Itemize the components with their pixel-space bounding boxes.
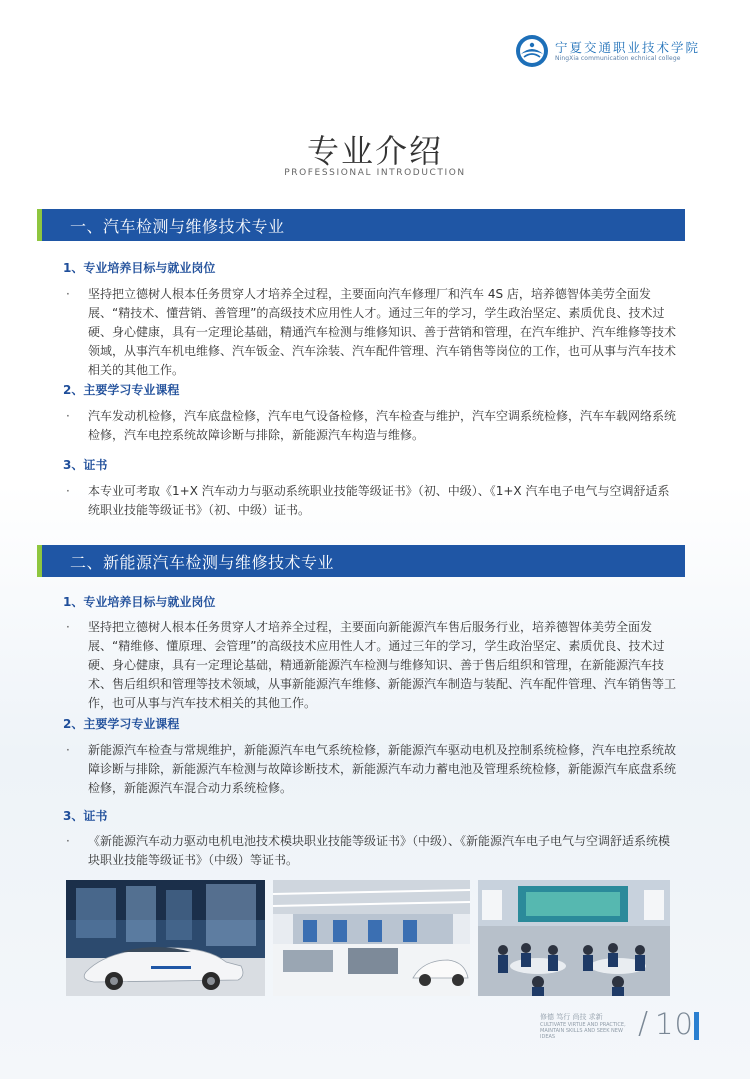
- paragraph-text: 新能源汽车检查与常规维护，新能源汽车电气系统检修，新能源汽车驱动电机及控制系统检修，汽车电控系统故障诊断与排除，新能源汽车检测与故障诊断技术，新能源汽车动力蓄电池及管理系统检修，新能源汽车底盘系统检修，新能源汽车混合动力系统检修。: [88, 743, 677, 795]
- paragraph: [66, 407, 676, 445]
- footer-slash: /: [638, 1006, 649, 1041]
- subsection-title: 3、证书: [63, 809, 108, 823]
- paragraph: [66, 482, 676, 520]
- college-name-cn: 宁夏交通职业技术学院: [554, 39, 700, 55]
- paragraph-text: 坚持把立德树人根本任务贯穿人才培养全过程，主要面向汽车修理厂和汽车 4S 店，培养德智体美劳全面发展、“精技术、懂营销、善管理”的高级技术应用性人才。通过三年的学习，学生政治坚定、素质优良、技术过硬、身心健康，具有一定理论基础，精通汽车检测与维修知识、善于营销和管理，在汽车维护、汽车维修等技术领域，从事汽车机电维修、汽车钣金、汽车涂装、汽车配件管理、汽车销售等岗位的工作，也可从事与汽车技术相关的其他工作。: [88, 287, 677, 377]
- paragraph: [66, 285, 676, 380]
- bullet: ·: [66, 620, 70, 634]
- paragraph-text: 汽车发动机检修，汽车底盘检修，汽车电气设备检修，汽车检查与维护，汽车空调系统检修，汽车车载网络系统检修，汽车电控系统故障诊断与排除，新能源汽车构造与维修。: [88, 409, 677, 442]
- page-footer: [540, 1006, 710, 1042]
- footer-motto-en: CULTIVATE VIRTUE AND PRACTICE, MAINTAIN SKILLS AND SEEK NEW IDEAS: [540, 1022, 626, 1040]
- section-header-new-energy: [37, 545, 685, 577]
- bullet: ·: [66, 834, 70, 848]
- subsection-title: 1、专业培养目标与就业岗位: [63, 595, 216, 609]
- paragraph: [66, 741, 676, 798]
- footer-motto: [540, 1013, 635, 1040]
- college-name-en: NingXia communication echnical college: [554, 54, 681, 62]
- paragraph: [66, 618, 676, 713]
- paragraph-text: 《新能源汽车动力驱动电机电池技术模块职业技能等级证书》（中级）、《新能源汽车电子电气与空调舒适系统模块职业技能等级证书》（中级）等证书。: [88, 834, 671, 867]
- section-header-auto-repair: [37, 209, 685, 241]
- bullet: ·: [66, 409, 70, 423]
- footer-motto-cn: 修德 笃行 尚技 求新: [540, 1013, 603, 1021]
- section-heading: 二、新能源汽车检测与维修技术专业: [70, 552, 335, 572]
- paragraph: [66, 832, 676, 870]
- workshop-image: [273, 880, 470, 996]
- subsection-title: 2、主要学习专业课程: [63, 717, 180, 731]
- paragraph-text: 本专业可考取《1+X 汽车动力与驱动系统职业技能等级证书》（初、中级）、《1+X 汽车电子电气与空调舒适系统职业技能等级证书》（初、中级）证书。: [88, 484, 670, 517]
- photo-showroom-car: [66, 880, 265, 996]
- college-logo: [515, 34, 700, 68]
- section-heading: 一、汽车检测与维修技术专业: [70, 216, 285, 236]
- showroom-car-image: [66, 880, 265, 996]
- page-subtitle-en: PROFESSIONAL INTRODUCTION: [284, 168, 466, 178]
- page-title: 专业介绍: [306, 132, 443, 170]
- photo-classroom: [478, 880, 670, 996]
- page-number: 10: [655, 1007, 694, 1041]
- bullet: ·: [66, 287, 70, 301]
- college-emblem-icon: [515, 34, 549, 68]
- bullet: ·: [66, 484, 70, 498]
- paragraph-text: 坚持把立德树人根本任务贯穿人才培养全过程，主要面向新能源汽车售后服务行业，培养德智体美劳全面发展、“精维修、懂原理、会管理”的高级技术应用性人才。通过三年的学习，学生政治坚定、素质优良、技术过硬、身心健康，具有一定理论基础，精通新能源汽车检测与维修知识、善于售后组织和管理，在新能源汽车技术、售后组织和管理等技术领域，从事新能源汽车维修、新能源汽车制造与装配、汽车配件管理、汽车销售等工作，也可从事与汽车技术相关的其他工作。: [88, 620, 677, 710]
- subsection-title: 2、主要学习专业课程: [63, 383, 180, 397]
- bullet: ·: [66, 743, 70, 757]
- page-number-accent: [694, 1012, 699, 1040]
- subsection-title: 1、专业培养目标与就业岗位: [63, 261, 216, 275]
- classroom-image: [478, 880, 670, 996]
- subsection-title: 3、证书: [63, 458, 108, 472]
- photo-workshop: [273, 880, 470, 996]
